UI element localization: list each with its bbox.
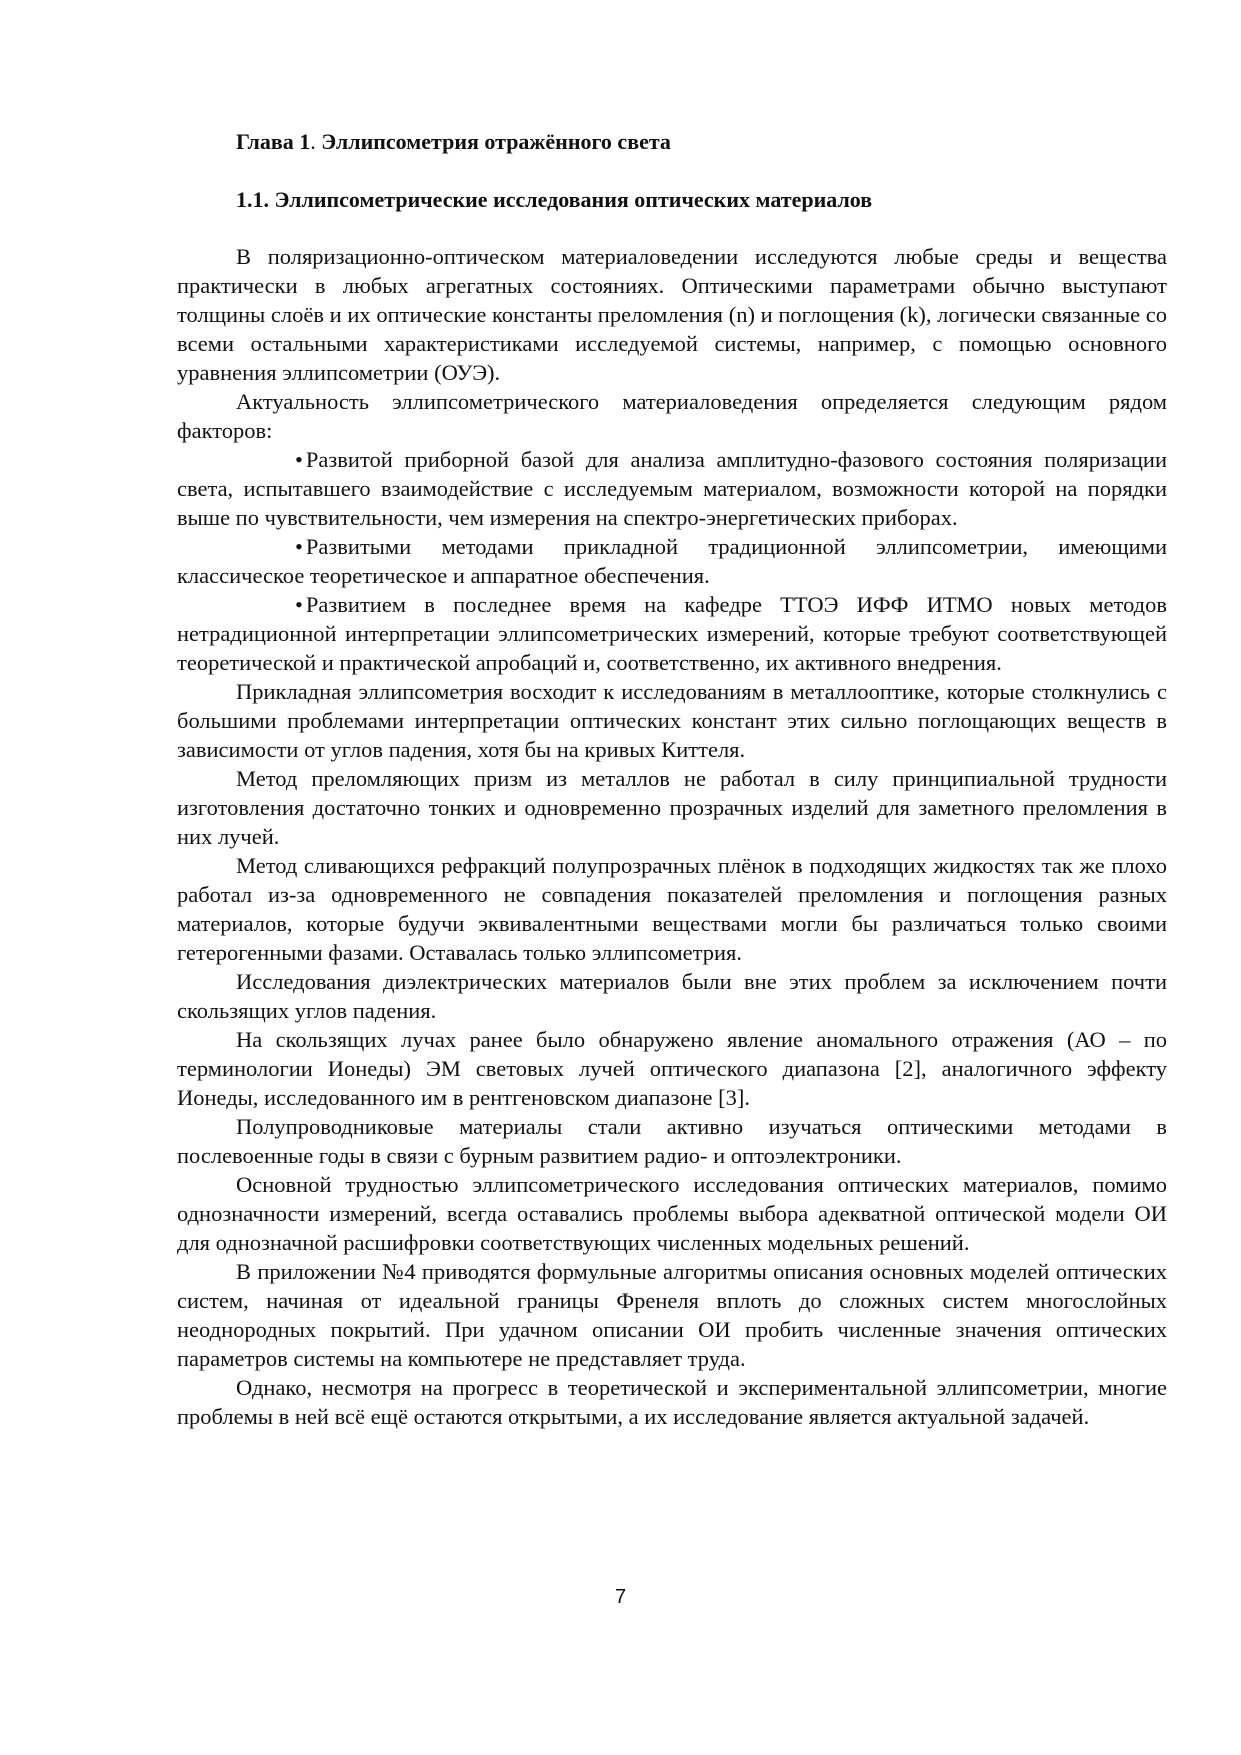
paragraph: Исследования диэлектрических материалов были вне этих проблем за исключением почти скользящих углов падения. xyxy=(177,969,1167,1023)
bullet-icon: • xyxy=(295,447,303,472)
bullet-item xyxy=(177,590,1167,677)
bullet-text: Развитыми методами прикладной традиционной эллипсометрии, имеющими классическое теоретическое и аппаратное обеспечения. xyxy=(177,534,1167,588)
chapter-separator: . xyxy=(310,129,322,154)
paragraph: Однако, несмотря на прогресс в теоретической и экспериментальной эллипсометрии, многие проблемы в ней всё ещё остаются открытыми, а их исследование является актуальной задачей. xyxy=(177,1375,1167,1429)
chapter-heading xyxy=(236,127,671,157)
paragraph: Прикладная эллипсометрия восходит к исследованиям в металлооптике, которые столкнулись с большими проблемами интерпретации оптических констант этих сильно поглощающих веществ в зависимости от углов падения, хотя бы на кривых Киттеля. xyxy=(177,679,1167,762)
paragraph: На скользящих лучах ранее было обнаружено явление аномального отражения (АО – по терминологии Ионеды) ЭМ световых лучей оптического диапазона [2], аналогичного эффекту Ионеды, исследованного им в рентгеновском диапазоне [3]. xyxy=(177,1027,1167,1110)
bullet-item xyxy=(177,532,1167,590)
paragraph: Метод преломляющих призм из металлов не работал в силу принципиальной трудности изготовления достаточно тонких и одновременно прозрачных изделий для заметного преломления в них лучей. xyxy=(177,766,1167,849)
body-text xyxy=(177,242,1167,1431)
paragraph: Основной трудностью эллипсометрического исследования оптических материалов, помимо однозначности измерений, всегда оставались проблемы выбора адекватной оптической модели ОИ для однозначной расшифровки соответствующих численных модельных решений. xyxy=(177,1172,1167,1255)
bullet-item xyxy=(177,445,1167,532)
bullet-text: Развитием в последнее время на кафедре ТТОЭ ИФФ ИТМО новых методов нетрадиционной интерпретации эллипсометрических измерений, которые требуют соответствующей теоретической и практической апробаций и, соответственно, их активного внедрения. xyxy=(177,592,1167,675)
paragraph: В приложении №4 приводятся формульные алгоритмы описания основных моделей оптических систем, начиная от идеальной границы Френеля вплоть до сложных систем многослойных неоднородных покрытий. При удачном описании ОИ пробить численные значения оптических параметров системы на компьютере не представляет труда. xyxy=(177,1259,1167,1371)
chapter-title: Эллипсометрия отражённого света xyxy=(321,129,671,154)
bullet-text: Развитой приборной базой для анализа амплитудно-фазового состояния поляризации света, испытавшего взаимодействие с исследуемым материалом, возможности которой на порядки выше по чувствительности, чем измерения на спектро-энергетических приборах. xyxy=(177,447,1167,530)
paragraph: Полупроводниковые материалы стали активно изучаться оптическими методами в послевоенные годы в связи с бурным развитием радио- и оптоэлектроники. xyxy=(177,1114,1167,1168)
bullet-icon: • xyxy=(295,534,303,559)
bullet-icon: • xyxy=(295,592,303,617)
paragraph: Метод сливающихся рефракций полупрозрачных плёнок в подходящих жидкостях так же плохо работал из-за одновременного не совпадения показателей преломления и поглощения разных материалов, которые будучи эквивалентными веществами могли бы различаться только своими гетерогенными фазами. Оставалась только эллипсометрия. xyxy=(177,853,1167,965)
paragraph: В поляризационно-оптическом материаловедении исследуются любые среды и вещества практически в любых агрегатных состояниях. Оптическими параметрами обычно выступают толщины слоёв и их оптические константы преломления (n) и поглощения (k), логически связанные со всеми остальными характеристиками исследуемой системы, например, с помощью основного уравнения эллипсометрии (ОУЭ). xyxy=(177,244,1167,385)
chapter-label: Глава 1 xyxy=(236,129,311,154)
section-heading: 1.1. Эллипсометрические исследования оптических материалов xyxy=(236,187,873,212)
paragraph: Актуальность эллипсометрического материаловедения определяется следующим рядом факторов: xyxy=(177,389,1167,443)
page-number: 7 xyxy=(614,1586,627,1608)
